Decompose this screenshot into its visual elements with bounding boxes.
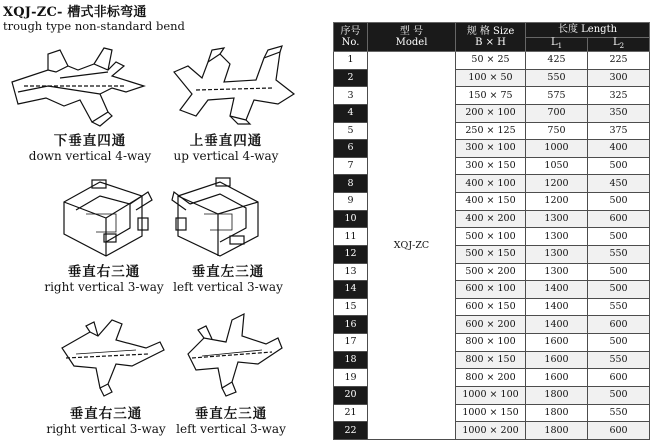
l2-cell: 375 [588,122,650,140]
l2-cell: 500 [588,334,650,352]
l1-cell: 425 [526,52,588,70]
l2-cell: 500 [588,228,650,246]
row-number: 7 [334,157,368,175]
row-number: 20 [334,386,368,404]
size-cell: 1000 × 100 [456,386,526,404]
l2-cell: 550 [588,298,650,316]
l1-cell: 1800 [526,404,588,422]
up-vertical-4way-drawing [168,42,313,130]
size-cell: 250 × 125 [456,122,526,140]
header-no [334,23,368,52]
l2-cell: 600 [588,210,650,228]
header-l2-sub: 2 [619,42,625,50]
size-cell: 500 × 150 [456,245,526,263]
caption-cn: 上垂直四通 [189,133,263,149]
l2-cell: 600 [588,422,650,440]
l2-cell: 500 [588,386,650,404]
left-vertical-3way-box-drawing [168,170,268,265]
size-cell: 300 × 100 [456,140,526,158]
caption-en: down vertical 4-way [28,149,152,163]
l1-cell: 1400 [526,316,588,334]
row-number: 6 [334,140,368,158]
size-cell: 50 × 25 [456,52,526,70]
header-model-cn: 型 号 [399,26,424,37]
size-cell: 1000 × 150 [456,404,526,422]
size-cell: 800 × 200 [456,369,526,387]
spec-table [333,22,650,440]
row-number: 3 [334,87,368,105]
l2-cell: 500 [588,263,650,281]
row-number: 15 [334,298,368,316]
l2-cell: 225 [588,52,650,70]
l1-cell: 1200 [526,175,588,193]
size-cell: 600 × 200 [456,316,526,334]
l2-cell: 500 [588,281,650,299]
l2-cell: 550 [588,351,650,369]
l1-cell: 550 [526,69,588,87]
header-model [368,23,456,52]
l2-cell: 500 [588,157,650,175]
size-cell: 1000 × 200 [456,422,526,440]
down-vertical-4way-drawing [8,42,153,130]
row-number: 11 [334,228,368,246]
header-size-en: B × H [475,37,506,48]
header-length: 长度 Length [526,23,650,38]
caption-up-vertical-4way [164,134,288,163]
l1-cell: 1300 [526,263,588,281]
caption-cn: 下垂直四通 [53,133,127,149]
row-number: 21 [334,404,368,422]
row-number: 12 [334,245,368,263]
spec-table-header [334,23,650,52]
row-number: 14 [334,281,368,299]
caption-cn: 垂直右三通 [67,264,141,280]
header-l2 [588,38,650,52]
model-cell: XQJ-ZC [368,52,456,440]
caption-cn: 垂直左三通 [194,406,268,422]
page-title: XQJ-ZC- 槽式非标弯通 [3,5,147,20]
row-number: 8 [334,175,368,193]
l1-cell: 1800 [526,386,588,404]
caption-cn: 垂直右三通 [69,406,143,422]
size-cell: 600 × 150 [456,298,526,316]
header-size [456,23,526,52]
caption-en: right vertical 3-way [46,422,166,436]
caption-down-vertical-4way [20,134,160,163]
l1-cell: 1600 [526,351,588,369]
l1-cell: 1600 [526,369,588,387]
caption-right-vertical-3way-b [22,407,190,436]
l2-cell: 325 [588,87,650,105]
size-cell: 400 × 200 [456,210,526,228]
size-cell: 500 × 100 [456,228,526,246]
l1-cell: 1600 [526,334,588,352]
caption-en: left vertical 3-way [173,280,283,294]
l1-cell: 1400 [526,298,588,316]
caption-cn: 垂直左三通 [191,264,265,280]
row-number: 17 [334,334,368,352]
row-number: 9 [334,193,368,211]
l2-cell: 500 [588,193,650,211]
header-no-en: No. [341,37,360,48]
header-l1 [526,38,588,52]
caption-en: right vertical 3-way [44,280,164,294]
l2-cell: 450 [588,175,650,193]
l2-cell: 550 [588,404,650,422]
l1-cell: 1800 [526,422,588,440]
l1-cell: 1300 [526,245,588,263]
diagram-panel [0,0,320,445]
size-cell: 800 × 150 [456,351,526,369]
header-l2-label: L [612,37,620,48]
spec-table-body [334,52,650,440]
size-cell: 400 × 100 [456,175,526,193]
header-size-cn: 规 格 Size [466,26,515,37]
caption-left-vertical-3way-a [168,265,288,294]
l1-cell: 1050 [526,157,588,175]
row-number: 1 [334,52,368,70]
header-l1-sub: 1 [557,42,563,50]
l1-cell: 750 [526,122,588,140]
l2-cell: 600 [588,369,650,387]
caption-en: up vertical 4-way [173,149,279,163]
l1-cell: 1000 [526,140,588,158]
size-cell: 200 × 100 [456,104,526,122]
row-number: 22 [334,422,368,440]
size-cell: 500 × 200 [456,263,526,281]
size-cell: 150 × 75 [456,87,526,105]
l2-cell: 350 [588,104,650,122]
l2-cell: 550 [588,245,650,263]
row-number: 10 [334,210,368,228]
right-vertical-3way-open-drawing [56,308,166,400]
row-number: 18 [334,351,368,369]
row-number: 5 [334,122,368,140]
table-row [334,52,650,70]
size-cell: 100 × 50 [456,69,526,87]
row-number: 2 [334,69,368,87]
l1-cell: 1300 [526,210,588,228]
size-cell: 600 × 100 [456,281,526,299]
header-l1-label: L [550,37,558,48]
right-vertical-3way-box-drawing [56,170,156,265]
l1-cell: 1400 [526,281,588,299]
row-number: 19 [334,369,368,387]
caption-en: left vertical 3-way [176,422,286,436]
row-number: 16 [334,316,368,334]
l2-cell: 400 [588,140,650,158]
caption-right-vertical-3way-a [20,265,188,294]
l1-cell: 575 [526,87,588,105]
left-vertical-3way-open-drawing [178,308,288,400]
caption-left-vertical-3way-b [172,407,290,436]
header-no-cn: 序号 [340,26,361,37]
l2-cell: 600 [588,316,650,334]
l1-cell: 1300 [526,228,588,246]
size-cell: 300 × 150 [456,157,526,175]
l1-cell: 1200 [526,193,588,211]
l1-cell: 700 [526,104,588,122]
size-cell: 800 × 100 [456,334,526,352]
header-model-en: Model [395,37,428,48]
row-number: 4 [334,104,368,122]
size-cell: 400 × 150 [456,193,526,211]
l2-cell: 300 [588,69,650,87]
row-number: 13 [334,263,368,281]
page-subtitle: trough type non-standard bend [3,19,185,33]
